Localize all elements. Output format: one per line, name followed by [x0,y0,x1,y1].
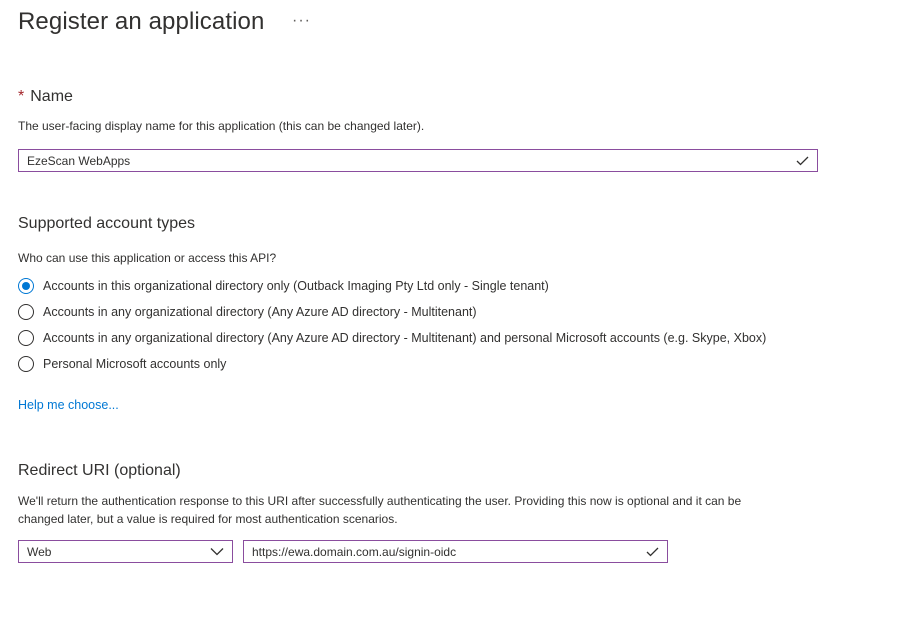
redirect-description-line1: We'll return the authentication response to this URI after successfully authenticating the user. Providing this now is optional and it can be [18,494,742,508]
chevron-down-icon [210,545,224,559]
account-types-heading: Supported account types [18,215,196,232]
checkmark-icon [645,545,659,559]
platform-select-value: Web [27,544,52,559]
name-description: The user-facing display name for this application (this can be changed later). [18,119,425,133]
radio-selected-icon[interactable] [18,278,34,294]
option-label: Accounts in any organizational directory (Any Azure AD directory - Multitenant) [43,305,477,319]
radio-icon[interactable] [18,330,34,346]
more-options-icon[interactable]: ··· [292,12,311,29]
account-type-option-multitenant-personal[interactable] [18,328,766,348]
account-types-question: Who can use this application or access this API? [18,251,277,265]
account-type-option-multitenant[interactable] [18,302,477,322]
platform-select[interactable] [18,540,233,563]
page-title: Register an application [18,8,265,35]
name-heading [18,88,73,106]
redirect-uri-heading: Redirect URI (optional) [18,462,181,479]
redirect-uri-input[interactable] [243,540,668,563]
required-marker: * [18,88,25,105]
option-label: Personal Microsoft accounts only [43,357,227,371]
account-type-option-single-tenant[interactable] [18,276,549,296]
name-label: Name [30,88,73,105]
redirect-uri-description [18,492,898,528]
name-input[interactable] [18,149,818,172]
option-label: Accounts in this organizational directory only (Outback Imaging Pty Ltd only - Single tenant) [43,279,549,293]
option-label: Accounts in any organizational directory (Any Azure AD directory - Multitenant) and personal Microsoft accounts (e.g. Skype, Xbox) [43,331,767,345]
name-input-value: EzeScan WebApps [27,153,131,168]
help-me-choose-link[interactable]: Help me choose... [18,398,119,412]
checkmark-icon [795,154,809,168]
account-type-option-personal[interactable] [18,354,226,374]
redirect-uri-value: https://ewa.domain.com.au/signin-oidc [252,544,457,559]
redirect-description-line2: changed later, but a value is required for most authentication scenarios. [18,512,398,526]
radio-icon[interactable] [18,356,34,372]
radio-icon[interactable] [18,304,34,320]
